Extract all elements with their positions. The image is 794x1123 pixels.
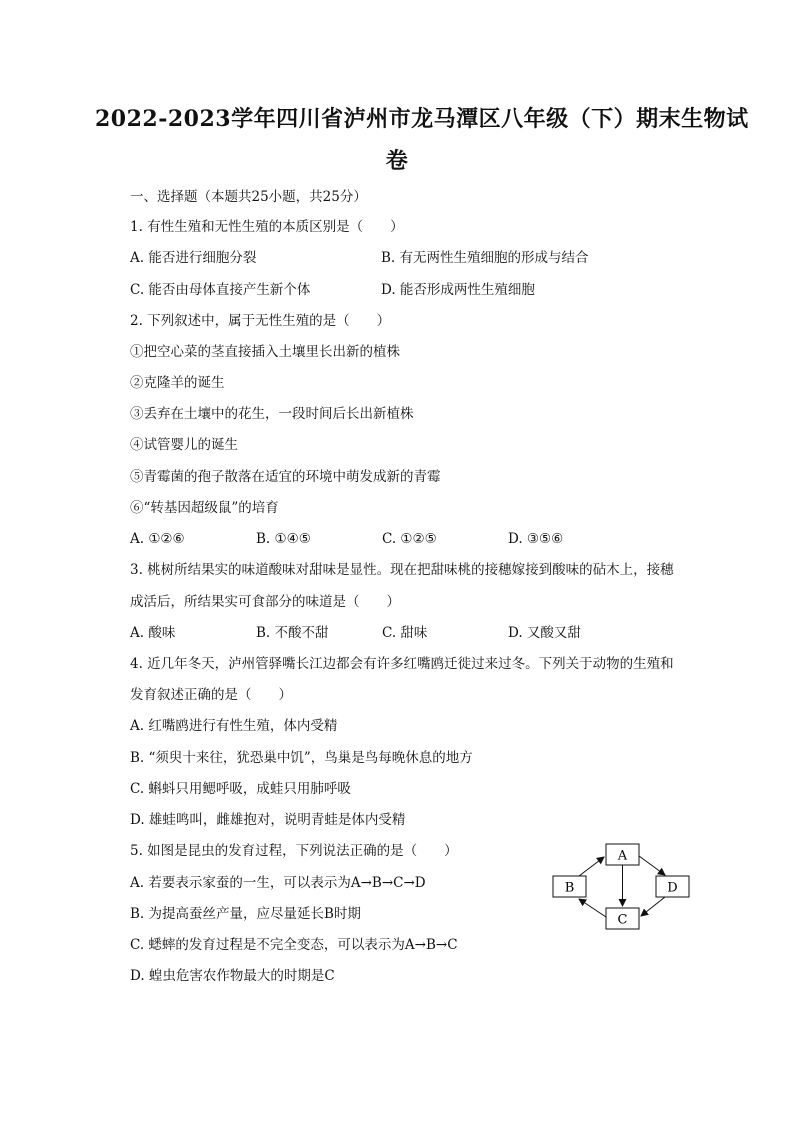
q3-option-b: B. 不酸不甜: [256, 625, 329, 641]
q5-option-a: A. 若要表示家蚕的一生，可以表示为A→B→C→D: [130, 875, 426, 891]
q5-option-b: B. 为提高蚕丝产量，应尽量延长B时期: [130, 906, 361, 922]
q4-option-d: D. 雄蛙鸣叫，雌雄抱对，说明青蛙是体内受精: [130, 812, 406, 828]
q1-option-a: A. 能否进行细胞分裂: [130, 250, 257, 266]
q2-item-5: ⑤青霉菌的孢子散落在适宜的环境中萌发成新的青霉: [130, 469, 441, 485]
node-c-label: C: [617, 912, 628, 928]
node-d-label: D: [667, 880, 678, 896]
q3-option-c: C. 甜味: [382, 625, 428, 641]
q1-option-d: D. 能否形成两性生殖细胞: [381, 282, 535, 298]
q2-option-c: C. ①②⑤: [382, 531, 437, 547]
q2-item-3: ③丢弃在土壤中的花生，一段时间后长出新植株: [130, 406, 414, 422]
q3-stem-line2: 成活后，所结果实可食部分的味道是（ ）: [130, 594, 400, 610]
q2-stem: 2. 下列叙述中，属于无性生殖的是（ ）: [130, 313, 391, 329]
arrow-a-to-d: [639, 856, 665, 875]
exam-title-line2: 卷: [385, 148, 409, 174]
q2-item-1: ①把空心菜的茎直接插入土壤里长出新的植株: [130, 344, 400, 360]
exam-title-line1: 2022-2023学年四川省泸州市龙马潭区八年级（下）期末生物试: [95, 106, 749, 132]
q3-option-a: A. 酸味: [130, 625, 176, 641]
node-b-label: B: [564, 880, 575, 896]
q4-stem-line2: 发育叙述正确的是（ ）: [130, 687, 292, 703]
q2-option-a: A. ①②⑥: [130, 531, 185, 547]
node-a-label: A: [617, 848, 628, 864]
q2-item-6: ⑥“转基因超级鼠”的培育: [130, 500, 279, 516]
q2-item-4: ④试管婴儿的诞生: [130, 437, 238, 453]
q5-stem: 5. 如图是昆虫的发育过程，下列说法正确的是（ ）: [130, 843, 458, 859]
q4-stem-line1: 4. 近几年冬天，泸州管驿嘴长江边都会有许多红嘴鸥迁徙过来过冬。下列关于动物的生殖和: [130, 656, 674, 672]
arrow-b-to-a: [579, 857, 604, 876]
q1-option-c: C. 能否由母体直接产生新个体: [130, 282, 311, 298]
q1-stem: 1. 有性生殖和无性生殖的本质区别是（ ）: [130, 219, 404, 235]
q2-option-d: D. ③⑤⑥: [508, 531, 564, 547]
arrow-c-to-b: [579, 899, 606, 917]
q5-option-c: C. 蟋蟀的发育过程是不完全变态，可以表示为A→B→C: [130, 937, 458, 953]
q2-item-2: ②克隆羊的诞生: [130, 375, 225, 391]
q1-option-b: B. 有无两性生殖细胞的形成与结合: [381, 250, 589, 266]
q2-option-b: B. ①④⑤: [256, 531, 311, 547]
q3-stem-line1: 3. 桃树所结果实的味道酸味对甜味是显性。现在把甜味桃的接穗嫁接到酸味的砧木上，接穗: [130, 562, 674, 578]
arrow-d-to-c: [641, 897, 665, 916]
q3-option-d: D. 又酸又甜: [508, 625, 581, 641]
insect-cycle-diagram: [545, 840, 700, 935]
q4-option-c: C. 蝌蚪只用鳃呼吸，成蛙只用肺呼吸: [130, 781, 351, 797]
q4-option-b: B. “须臾十来往，犹恐巢中饥”，鸟巢是鸟每晚休息的地方: [130, 750, 473, 766]
q5-option-d: D. 蝗虫危害农作物最大的时期是C: [130, 968, 335, 984]
q4-option-a: A. 红嘴鸥进行有性生殖，体内受精: [130, 718, 338, 734]
section-heading: 一、选择题（本题共25小题，共25分）: [130, 189, 367, 205]
